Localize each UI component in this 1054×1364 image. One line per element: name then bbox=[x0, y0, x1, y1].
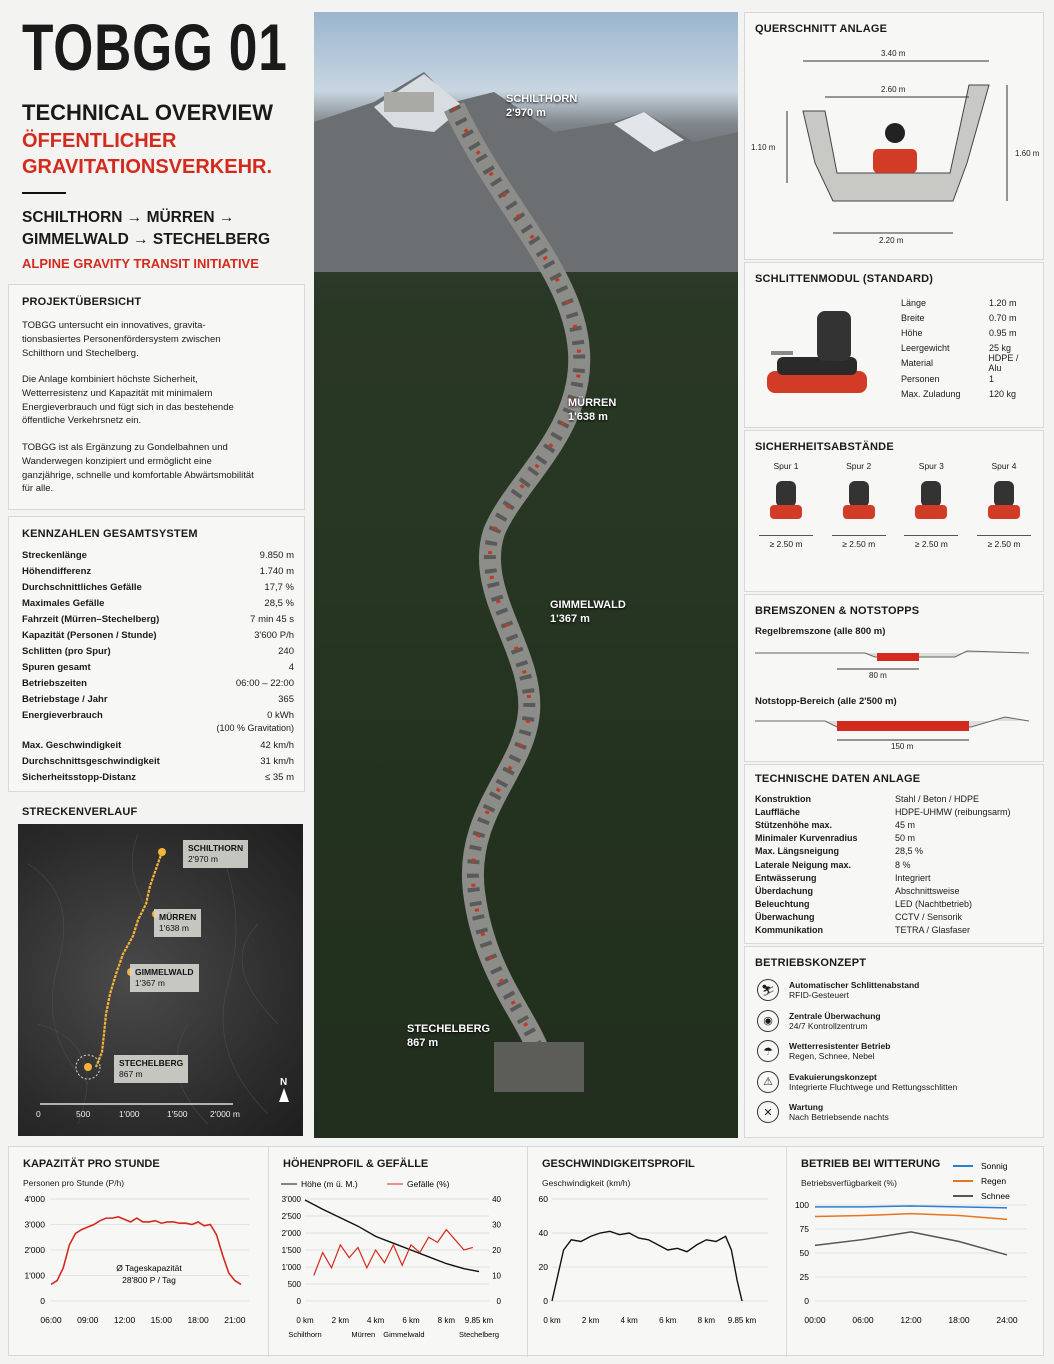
row-value: TETRA / Glasfaser bbox=[895, 925, 971, 936]
row-value: 06:00 – 22:00 bbox=[235, 677, 294, 689]
y-tick-label: 1'000 bbox=[281, 1263, 301, 1272]
row-label: Material bbox=[901, 358, 934, 369]
speed-line bbox=[552, 1231, 742, 1301]
x-tick-label: 6 km bbox=[402, 1316, 420, 1325]
y-right-tick-label: 0 bbox=[496, 1297, 501, 1306]
divider bbox=[22, 192, 66, 194]
betrieb-item-sub: Regen, Schnee, Nebel bbox=[789, 1051, 875, 1062]
lane-name: Spur 2 bbox=[846, 461, 872, 471]
row-label: Durchschnittliches Gefälle bbox=[22, 581, 142, 593]
row-value: 42 km/h bbox=[260, 739, 294, 751]
kennzahlen-title: KENNZAHLEN GESAMTSYSTEM bbox=[22, 528, 198, 540]
y-tick-label: 0 bbox=[543, 1296, 548, 1306]
lane-item bbox=[753, 461, 819, 549]
map-station-name: MÜRREN bbox=[159, 912, 197, 922]
x-tick-label: 9.85 km bbox=[727, 1316, 757, 1325]
availability-line bbox=[815, 1214, 1007, 1220]
elevation-line bbox=[305, 1200, 479, 1272]
data-row bbox=[755, 911, 1039, 924]
lane-item bbox=[826, 461, 892, 549]
photo-station-name: STECHELBERG bbox=[407, 1023, 491, 1035]
betrieb-item-title: Wartung bbox=[789, 1102, 824, 1113]
map-station-name: GIMMELWALD bbox=[135, 967, 194, 977]
betrieb-item-sub: Integrierte Fluchtwege und Rettungsschlitten bbox=[789, 1081, 958, 1092]
row-label: Leergewicht bbox=[901, 343, 950, 354]
photo-station-alt: 2'970 m bbox=[506, 107, 546, 120]
betrieb-item-title: Zentrale Überwachung bbox=[789, 1010, 881, 1021]
aerial-photo bbox=[314, 12, 738, 1138]
y-tick-label: 3'000 bbox=[281, 1195, 301, 1204]
lane-name: Spur 4 bbox=[991, 461, 1017, 471]
x-tick-label: 21:00 bbox=[224, 1315, 246, 1325]
data-row bbox=[22, 769, 294, 785]
x-station-label: Schilthorn bbox=[288, 1330, 322, 1339]
row-label: Kapazität (Personen / Stunde) bbox=[22, 629, 157, 641]
y-tick-label: 20 bbox=[538, 1262, 548, 1272]
chart-ylabel: Betriebsverfügbarkeit (%) bbox=[801, 1178, 897, 1188]
row-label: Überwachung bbox=[755, 912, 815, 923]
row-value: 3'600 P/h bbox=[254, 629, 294, 641]
chart-ylabel: Personen pro Stunde (P/h) bbox=[23, 1178, 125, 1188]
map-station-name: STECHELBERG bbox=[119, 1058, 184, 1068]
route-line-2: GIMMELWALD → STECHELBERG bbox=[22, 231, 270, 248]
row-label: Maximales Gefälle bbox=[22, 597, 105, 609]
row-value: 0 kWh bbox=[267, 709, 294, 721]
x-tick-label: 12:00 bbox=[900, 1315, 922, 1325]
photo-station-alt: 1'638 m bbox=[568, 411, 608, 424]
row-value: 0.95 m bbox=[989, 327, 1017, 338]
row-value: 7 min 45 s bbox=[250, 613, 294, 625]
row-value: HDPE-UHMW (reibungsarm) bbox=[895, 806, 1011, 817]
data-row bbox=[901, 295, 1033, 310]
row-label: Kommunikation bbox=[755, 925, 824, 936]
map-station-name: SCHILTHORN bbox=[188, 843, 244, 853]
y-tick-label: 4'000 bbox=[24, 1194, 45, 1204]
data-row bbox=[22, 691, 294, 707]
page-title: TOBGG 01 bbox=[22, 10, 288, 84]
data-row bbox=[755, 792, 1039, 805]
row-label: Laterale Neigung max. bbox=[755, 859, 852, 870]
betrieb-item bbox=[757, 1006, 1037, 1037]
x-tick-label: 06:00 bbox=[852, 1315, 874, 1325]
betrieb-item-sub: Nach Betriebsende nachts bbox=[789, 1112, 889, 1123]
x-tick-label: 12:00 bbox=[113, 1315, 136, 1325]
x-tick-label: 18:00 bbox=[187, 1315, 209, 1325]
overview-p3: TOBGG ist als Ergänzung zu Gondelbahnen und Wanderwegen konzipiert und ermöglicht eine ganzjährige, schnelle und komfortable Abwärtsmobilität für alle. bbox=[22, 442, 254, 495]
scale-tick: 0 bbox=[36, 1109, 41, 1119]
y-right-tick-label: 40 bbox=[492, 1195, 501, 1204]
betrieb-item-title: Evakuierungskonzept bbox=[789, 1071, 877, 1082]
row-label: Max. Längsneigung bbox=[755, 846, 840, 857]
dim-inner: 2.60 m bbox=[881, 85, 906, 94]
data-row bbox=[755, 845, 1039, 858]
row-value: 1.740 m bbox=[259, 565, 294, 577]
regel-label: Regelbremszone (alle 800 m) bbox=[755, 626, 886, 637]
data-row bbox=[22, 611, 294, 627]
lane-distance: ≥ 2.50 m bbox=[842, 539, 876, 549]
y-tick-label: 2'000 bbox=[24, 1245, 45, 1255]
x-tick-label: 00:00 bbox=[804, 1315, 826, 1325]
bremszonen-panel bbox=[744, 594, 1044, 762]
scale-tick: 2'000 m bbox=[210, 1109, 240, 1119]
betrieb-item bbox=[757, 1097, 1037, 1128]
page-subtitle: TECHNICAL OVERVIEW bbox=[22, 100, 273, 125]
row-label: Spuren gesamt bbox=[22, 661, 91, 673]
row-value: 31 km/h bbox=[260, 755, 294, 767]
tools-icon: ✕ bbox=[757, 1101, 779, 1123]
y-tick-label: 100 bbox=[794, 1200, 809, 1210]
sled-icon: ⛷ bbox=[757, 979, 779, 1001]
sled-icon bbox=[839, 477, 879, 529]
scale-tick: 1'000 bbox=[119, 1109, 140, 1119]
x-tick-label: 2 km bbox=[581, 1316, 600, 1325]
legend-entry: Gefälle (%) bbox=[407, 1179, 450, 1189]
y-tick-label: 60 bbox=[538, 1194, 548, 1204]
photo-station-name: GIMMELWALD bbox=[550, 599, 626, 611]
y-tick-label: 2'500 bbox=[281, 1212, 301, 1221]
row-value: Abschnittsweise bbox=[895, 885, 960, 896]
y-tick-label: 2'000 bbox=[281, 1229, 301, 1238]
row-label: Schlitten (pro Spur) bbox=[22, 645, 111, 657]
chart-panel bbox=[268, 1147, 516, 1357]
row-label: Energieverbrauch bbox=[22, 709, 103, 721]
lane-distance: ≥ 2.50 m bbox=[769, 539, 803, 549]
x-station-label: Gimmelwald bbox=[383, 1330, 425, 1339]
abstaende-title: SICHERHEITSABSTÄNDE bbox=[755, 441, 894, 453]
data-row bbox=[22, 547, 294, 563]
chart-title: HÖHENPROFIL & GEFÄLLE bbox=[283, 1158, 429, 1170]
sled-icon bbox=[984, 477, 1024, 529]
chart-panel bbox=[527, 1147, 775, 1357]
row-value: 50 m bbox=[895, 833, 916, 844]
route-map bbox=[18, 824, 303, 1136]
betrieb-item-title: Wetterresistenter Betrieb bbox=[789, 1041, 891, 1052]
lane-name: Spur 1 bbox=[773, 461, 799, 471]
chart-title: GESCHWINDIGKEITSPROFIL bbox=[542, 1158, 695, 1170]
y-right-tick-label: 10 bbox=[492, 1271, 501, 1281]
row-value: 45 m bbox=[895, 819, 916, 830]
photo-station-name: MÜRREN bbox=[568, 397, 617, 409]
data-row bbox=[22, 627, 294, 643]
x-station-label: Mürren bbox=[351, 1330, 376, 1339]
lane-distance: ≥ 2.50 m bbox=[914, 539, 948, 549]
x-tick-label: 4 km bbox=[366, 1316, 385, 1325]
initiative: ALPINE GRAVITY TRANSIT INITIATIVE bbox=[22, 256, 259, 271]
lane-item bbox=[898, 461, 964, 549]
y-tick-label: 0 bbox=[296, 1297, 301, 1306]
x-tick-label: 8 km bbox=[437, 1316, 455, 1325]
overview-panel bbox=[8, 284, 305, 510]
x-tick-label: 06:00 bbox=[40, 1315, 62, 1325]
y-tick-label: 1'500 bbox=[281, 1246, 301, 1255]
data-row bbox=[22, 753, 294, 769]
row-value: Integriert bbox=[895, 872, 931, 883]
overview-p2: Die Anlage kombiniert höchste Sicherheit, Wetterresistenz und Kapazität mit minimalem Energieverbrauch und fügt sich in das bestehende öffentliche Verkehrsnetz ein. bbox=[22, 374, 234, 427]
red-title-2: GRAVITATIONSVERKEHR. bbox=[22, 156, 273, 178]
streckenverlauf-title: STRECKENVERLAUF bbox=[22, 806, 138, 818]
photo-station-name: SCHILTHORN bbox=[506, 93, 578, 105]
row-value: LED (Nachtbetrieb) bbox=[895, 899, 973, 910]
row-value: 25 kg bbox=[989, 343, 1012, 354]
abstaende-panel bbox=[744, 430, 1044, 592]
row-value: CCTV / Sensorik bbox=[895, 912, 963, 923]
notstopp-length: 150 m bbox=[891, 742, 914, 751]
betrieb-item-sub: 24/7 Kontrollzentrum bbox=[789, 1020, 868, 1031]
techdaten-panel bbox=[744, 764, 1044, 944]
y-tick-label: 50 bbox=[799, 1248, 809, 1258]
row-label: Beleuchtung bbox=[755, 899, 810, 910]
row-label: Durchschnittsgeschwindigkeit bbox=[22, 755, 160, 767]
x-tick-label: 24:00 bbox=[996, 1315, 1018, 1325]
map-station-alt: 867 m bbox=[119, 1069, 143, 1080]
row-value: 28,5 % bbox=[264, 597, 294, 609]
x-tick-label: 09:00 bbox=[77, 1315, 99, 1325]
data-row bbox=[22, 579, 294, 595]
chart-title: BETRIEB BEI WITTERUNG bbox=[801, 1158, 941, 1170]
betrieb-item bbox=[757, 975, 1037, 1006]
scale-tick: 1'500 bbox=[167, 1109, 188, 1119]
sled-icon bbox=[766, 477, 806, 529]
dim-right: 1.60 m bbox=[1015, 149, 1040, 158]
data-row bbox=[901, 353, 1033, 374]
row-value: 8 % bbox=[895, 859, 911, 870]
legend-entry: Regen bbox=[981, 1176, 1007, 1186]
scale-tick: 500 bbox=[76, 1109, 91, 1119]
row-label: Betriebszeiten bbox=[22, 677, 87, 689]
data-row bbox=[22, 563, 294, 579]
row-label: Fahrzeit (Mürren–Stechelberg) bbox=[22, 613, 160, 625]
data-row bbox=[22, 707, 294, 723]
betrieb-item-title: Automatischer Schlittenabstand bbox=[789, 980, 920, 991]
row-label: Höhendifferenz bbox=[22, 565, 92, 577]
data-row bbox=[901, 325, 1033, 340]
y-tick-label: 0 bbox=[804, 1296, 809, 1306]
querschnitt-panel bbox=[744, 12, 1044, 260]
sled-image bbox=[757, 297, 877, 417]
data-row bbox=[22, 643, 294, 659]
chart-annotation-value: 28'800 P / Tag bbox=[122, 1275, 176, 1285]
y-right-tick-label: 30 bbox=[492, 1220, 501, 1230]
row-value: 9.850 m bbox=[259, 549, 294, 561]
data-row bbox=[901, 386, 1033, 401]
lane-name: Spur 3 bbox=[918, 461, 944, 471]
x-station-label: Stechelberg bbox=[458, 1330, 500, 1339]
x-tick-label: 0 km bbox=[296, 1316, 314, 1325]
north-arrow-icon: N bbox=[280, 1077, 289, 1102]
row-label: Betriebstage / Jahr bbox=[22, 693, 108, 705]
bremszonen-title: BREMSZONEN & NOTSTOPPS bbox=[755, 605, 920, 617]
x-tick-label: 4 km bbox=[620, 1316, 638, 1325]
data-row bbox=[755, 858, 1039, 871]
techdaten-title: TECHNISCHE DATEN ANLAGE bbox=[755, 773, 921, 785]
chart-title: KAPAZITÄT PRO STUNDE bbox=[23, 1158, 160, 1170]
x-tick-label: 8 km bbox=[697, 1316, 715, 1325]
dim-bottom: 2.20 m bbox=[879, 236, 904, 245]
dim-left: 1.10 m bbox=[751, 143, 776, 152]
x-tick-label: 9.85 km bbox=[464, 1316, 494, 1325]
row-label: Stützenhöhe max. bbox=[755, 819, 833, 830]
row-value: 4 bbox=[288, 661, 294, 673]
data-row bbox=[755, 884, 1039, 897]
row-value: 120 kg bbox=[989, 388, 1017, 399]
charts-row bbox=[8, 1146, 1044, 1356]
row-label: Entwässerung bbox=[755, 872, 817, 883]
availability-line bbox=[815, 1206, 1007, 1208]
legend-entry: Höhe (m ü. M.) bbox=[301, 1179, 358, 1189]
row-label: Überdachung bbox=[755, 885, 814, 896]
chart-svg bbox=[269, 1147, 517, 1357]
x-tick-label: 15:00 bbox=[150, 1315, 172, 1325]
evacuation-icon: ⚠ bbox=[757, 1071, 779, 1093]
energy-note: (100 % Gravitation) bbox=[216, 723, 294, 733]
row-label: Max. Zuladung bbox=[901, 388, 961, 399]
sled-icon bbox=[911, 477, 951, 529]
x-tick-label: 18:00 bbox=[948, 1315, 970, 1325]
notstopp-label: Notstopp-Bereich (alle 2'500 m) bbox=[755, 696, 897, 707]
map-station-alt: 1'367 m bbox=[135, 978, 165, 989]
betrieb-panel bbox=[744, 946, 1044, 1138]
weather-icon: ☂ bbox=[757, 1040, 779, 1062]
data-row bbox=[901, 310, 1033, 325]
data-row bbox=[755, 898, 1039, 911]
chart-annotation: Ø Tageskapazität bbox=[116, 1263, 182, 1273]
regel-length: 80 m bbox=[869, 671, 887, 680]
data-row bbox=[755, 924, 1039, 937]
photo-station-alt: 867 m bbox=[407, 1037, 439, 1050]
y-tick-label: 40 bbox=[538, 1228, 548, 1238]
row-label: Konstruktion bbox=[755, 793, 811, 804]
row-label: Sicherheitsstopp-Distanz bbox=[22, 771, 137, 783]
data-row bbox=[755, 805, 1039, 818]
row-label: Max. Geschwindigkeit bbox=[22, 739, 122, 751]
overview-p1: TOBGG untersucht ein innovatives, gravita-tionsbasiertes Personenfördersystem zwischen Schilthorn und Stechelberg. bbox=[22, 320, 221, 359]
y-tick-label: 3'000 bbox=[24, 1219, 45, 1230]
map-station-alt: 2'970 m bbox=[188, 854, 218, 865]
row-value: Stahl / Beton / HDPE bbox=[895, 793, 980, 804]
data-row bbox=[22, 737, 294, 753]
row-value: 1 bbox=[989, 373, 995, 384]
chart-ylabel: Geschwindigkeit (km/h) bbox=[542, 1178, 631, 1188]
availability-line bbox=[815, 1232, 1007, 1255]
row-label: Höhe bbox=[901, 327, 923, 338]
x-tick-label: 6 km bbox=[659, 1316, 677, 1325]
betrieb-item bbox=[757, 1067, 1037, 1098]
overview-title: PROJEKTÜBERSICHT bbox=[22, 296, 142, 308]
legend-entry: Sonnig bbox=[981, 1161, 1008, 1171]
monitor-icon: ◉ bbox=[757, 1010, 779, 1032]
chart-panel bbox=[9, 1147, 257, 1357]
x-tick-label: 0 km bbox=[543, 1316, 561, 1325]
chart-panel bbox=[786, 1147, 1034, 1357]
row-value: 240 bbox=[278, 645, 294, 657]
row-label: Lauffläche bbox=[755, 806, 801, 817]
red-title-1: ÖFFENTLICHER bbox=[22, 130, 177, 152]
kennzahlen-panel bbox=[8, 516, 305, 792]
row-value: ≤ 35 m bbox=[265, 771, 294, 783]
schlitten-panel bbox=[744, 262, 1044, 428]
data-row bbox=[755, 871, 1039, 884]
lane-distance: ≥ 2.50 m bbox=[987, 539, 1021, 549]
row-value: 365 bbox=[278, 693, 294, 705]
y-right-tick-label: 20 bbox=[492, 1246, 501, 1255]
data-row bbox=[755, 818, 1039, 831]
y-tick-label: 75 bbox=[799, 1224, 809, 1234]
data-row bbox=[22, 675, 294, 691]
route-line-1: SCHILTHORN → MÜRREN → bbox=[22, 209, 235, 226]
data-row bbox=[22, 659, 294, 675]
row-value: HDPE / Alu bbox=[988, 353, 1019, 374]
row-label: Minimaler Kurvenradius bbox=[755, 833, 858, 844]
x-tick-label: 2 km bbox=[331, 1316, 350, 1325]
betrieb-item-sub: RFID-Gesteuert bbox=[789, 990, 849, 1001]
data-row bbox=[755, 832, 1039, 845]
betrieb-item bbox=[757, 1036, 1037, 1067]
row-value: 28,5 % bbox=[895, 846, 924, 857]
y-tick-label: 1'000 bbox=[24, 1270, 45, 1281]
row-label: Streckenlänge bbox=[22, 549, 87, 561]
row-value: 17,7 % bbox=[264, 581, 294, 593]
gradient-line bbox=[314, 1230, 473, 1276]
photo-station-alt: 1'367 m bbox=[550, 613, 590, 626]
y-tick-label: 500 bbox=[287, 1280, 301, 1289]
y-tick-label: 25 bbox=[799, 1272, 809, 1282]
legend-entry: Schnee bbox=[981, 1191, 1010, 1201]
schlitten-title: SCHLITTENMODUL (STANDARD) bbox=[755, 273, 934, 285]
betrieb-title: BETRIEBSKONZEPT bbox=[755, 957, 867, 969]
y-tick-label: 0 bbox=[40, 1296, 45, 1306]
row-label: Breite bbox=[901, 312, 925, 323]
data-row bbox=[22, 595, 294, 611]
row-label: Länge bbox=[901, 297, 927, 308]
map-station-alt: 1'638 m bbox=[159, 923, 189, 934]
row-value: 0.70 m bbox=[989, 312, 1017, 323]
row-value: 1.20 m bbox=[989, 297, 1017, 308]
lane-item bbox=[971, 461, 1037, 549]
row-label: Personen bbox=[901, 373, 940, 384]
querschnitt-title: QUERSCHNITT ANLAGE bbox=[755, 23, 888, 35]
dim-top: 3.40 m bbox=[881, 49, 906, 58]
